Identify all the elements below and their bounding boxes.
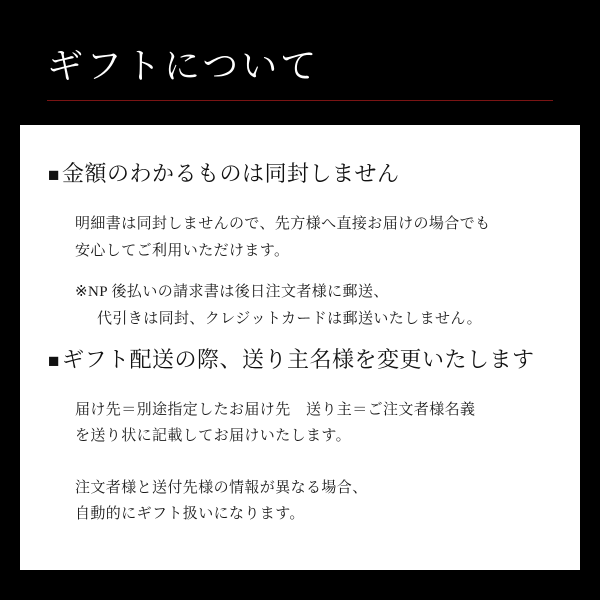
section-heading-text: ギフト配送の際、送り主名様を変更いたします <box>61 347 535 372</box>
section-heading <box>20 159 580 191</box>
square-bullet-icon: ■ <box>48 165 60 186</box>
header-divider <box>47 100 553 101</box>
section-heading <box>20 345 580 377</box>
section-gift-no-price <box>20 159 580 333</box>
paragraph-line: を送り状に記載してお届けいたします。 <box>75 428 352 444</box>
paragraph-line: 注文者様と送付先様の情報が異なる場合、 <box>75 480 368 496</box>
paragraph-line: 届け先＝別途指定したお届け先 送り主＝ご注文者様名義 <box>75 402 476 418</box>
paragraph <box>20 211 580 265</box>
paragraph-line: 明細書は同封しませんので、先方様へ直接お届けの場合でも <box>75 216 491 232</box>
paragraph-line: 自動的にギフト扱いになります。 <box>75 506 305 522</box>
paragraph <box>20 397 580 449</box>
paragraph-note <box>20 279 580 333</box>
paragraph-line: 代引きは同封、クレジットカードは郵送いたしません。 <box>97 311 483 327</box>
paragraph-line: ※NP 後払いの請求書は後日注文者様に郵送、 <box>75 284 389 300</box>
paragraph <box>20 475 580 527</box>
page-header <box>0 0 600 104</box>
square-bullet-icon: ■ <box>48 351 60 372</box>
paragraph-line: 安心してご利用いただけます。 <box>75 243 290 259</box>
content-card <box>20 125 580 570</box>
section-gift-shipping-name <box>20 345 580 527</box>
page-title: ギフトについて <box>47 46 320 86</box>
section-heading-text: 金額のわかるものは同封しません <box>61 161 400 186</box>
